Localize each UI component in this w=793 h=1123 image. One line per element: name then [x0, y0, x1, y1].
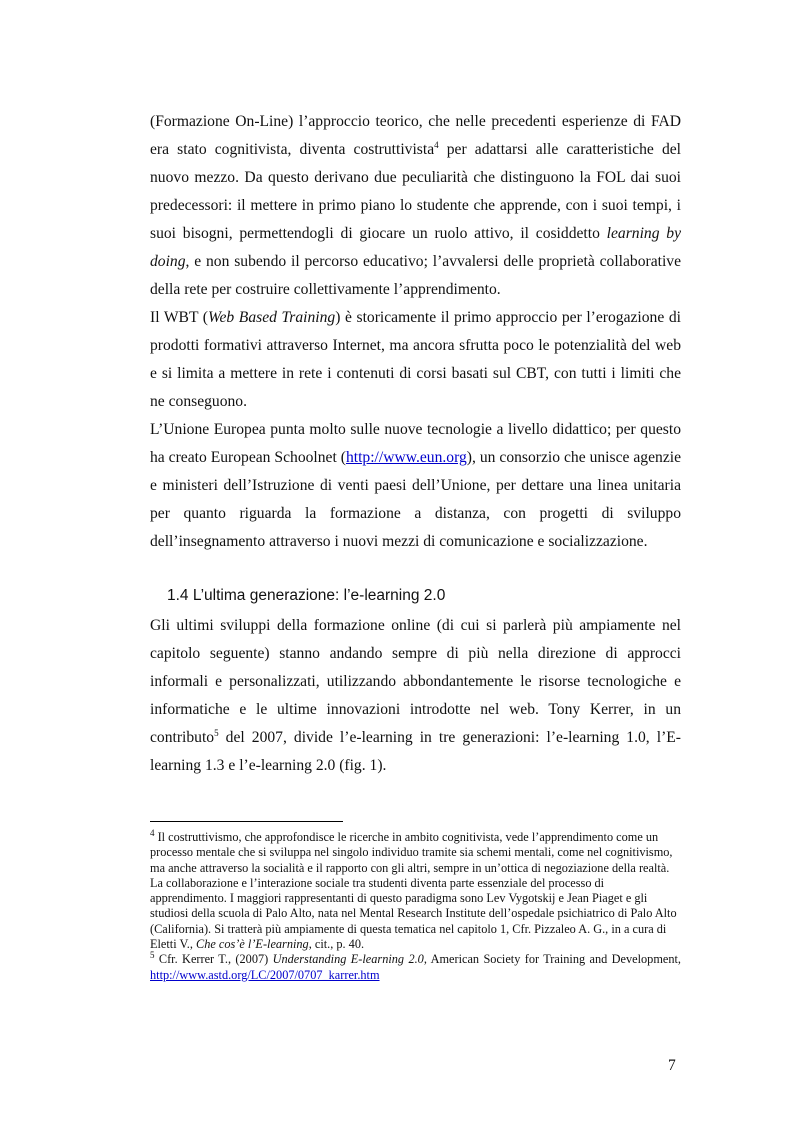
paragraph-fol: [150, 108, 681, 304]
text-run: Il WBT (: [150, 309, 208, 326]
italic-term: learning by doing: [150, 225, 681, 270]
footnote-number: 4: [150, 827, 155, 838]
text-run: (Formazione On-Line) l’approccio teorico, che nelle precedenti esperienze di FAD era stato cognitivista, diventa costruttivista: [150, 113, 681, 158]
paragraph-elearning: [150, 612, 681, 780]
paragraph-eu: [150, 416, 681, 556]
text-run: del 2007, divide l’e-learning in tre generazioni: l’e-learning 1.0, l’E-learning 1.3 e l’e-learning 2.0 (fig. 1).: [150, 729, 681, 774]
paragraph-wbt: [150, 304, 681, 416]
footnote-4: [150, 827, 681, 952]
footnote-number: 5: [150, 950, 155, 961]
text-run: Gli ultimi sviluppi della formazione online (di cui si parlerà più ampiamente nel capitolo seguente) stanno andando sempre di più nella direzione di approcci informali e personalizzati, utilizzando abbondantemente le risorse tecnologiche e informatiche e le ultime innovazioni introdotte nel web. Tony Kerrer, in un contributo: [150, 617, 681, 746]
text-run: per adattarsi alle caratteristiche del nuovo mezzo. Da questo derivano due peculiarità che distinguono la FOL dai suoi predecessori: il mettere in primo piano lo studente che apprende, con i suoi tempi, i suoi bisogni, permettendogli di giocare un ruolo attivo, il cosiddetto: [150, 141, 681, 242]
italic-title: Understanding E-learning 2.0: [272, 952, 424, 967]
italic-term: Web Based Training: [207, 309, 336, 326]
astd-link[interactable]: http://www.astd.org/LC/2007/0707_karrer.htm: [150, 967, 380, 982]
section-heading: 1.4 L’ultima generazione: l’e-learning 2.0: [167, 587, 446, 604]
footnote-ref-5[interactable]: 5: [214, 727, 219, 738]
page-number: 7: [668, 1057, 676, 1074]
page-body: [150, 108, 681, 983]
text-run: , cit., p. 40.: [308, 937, 365, 952]
text-run: L’Unione Europea punta molto sulle nuove tecnologie a livello didattico; per questo ha creato European Schoolnet (: [150, 421, 681, 466]
footnote-5: [150, 952, 681, 983]
text-run: ), un consorzio che unisce agenzie e ministeri dell’Istruzione di venti paesi dell’Unione, per dettare una linea unitaria per quanto riguarda la formazione a distanza, con progetti di sviluppo dell’insegnamento attraverso i nuovi mezzi di comunicazione e socializzazione.: [150, 449, 681, 550]
footnote-ref-4[interactable]: 4: [434, 139, 439, 150]
eun-link[interactable]: http://www.eun.org: [345, 449, 467, 466]
text-run: , e non subendo il percorso educativo; l’avvalersi delle proprietà collaborative della rete per costruire collettivamente l’apprendimento.: [150, 253, 681, 298]
footnote-divider: [150, 821, 343, 822]
text-run: , American Society for Training and Development,: [423, 952, 681, 967]
text-run: ) è storicamente il primo approccio per l’erogazione di prodotti formativi attraverso Internet, ma ancora sfrutta poco le potenzialità del web e si limita a mettere in rete i contenuti di corsi basati sul CBT, con tutti i limiti che ne conseguono.: [150, 309, 681, 410]
text-run: Cfr. Kerrer T., (2007): [154, 952, 273, 967]
text-run: Il costruttivismo, che approfondisce le ricerche in ambito cognitivista, vede l’apprendimento come un processo mentale che si sviluppa nel singolo individuo tramite sia schemi mentali, come nel cognitivismo, ma anche attraverso la socialità e il rapporto con gli altri, sempre in un’ottica di negoziazione della realtà. La collaborazione e l’interazione sociale tra studenti diventa parte essenziale del processo di apprendimento. I maggiori rappresentanti di questo paradigma sono Lev Vygotskij e Jean Piaget e gli studiosi della scuola di Palo Alto, nata nel Mental Research Institute dell’ospedale psichiatrico di Palo Alto (California). Si tratterà più ampiamente di questa tematica nel capitolo 1, Cfr. Pizzaleo A. G., in a cura di Eletti V.,: [150, 830, 677, 952]
italic-title: Che cos’è l’E-learning: [196, 937, 309, 952]
